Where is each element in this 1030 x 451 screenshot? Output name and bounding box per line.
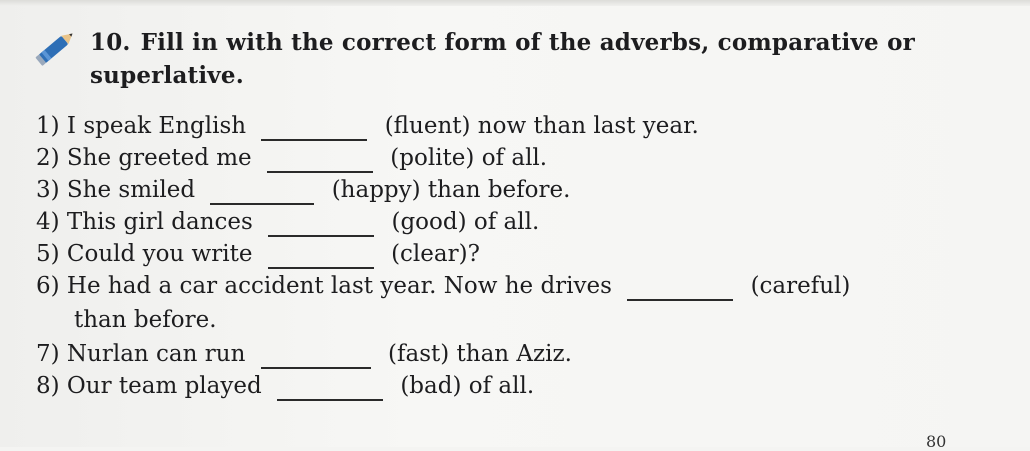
item-text: This girl dances — [66, 209, 253, 235]
item-text: He had a car accident last year. Now he drives — [66, 273, 612, 299]
item-number: 7) — [36, 341, 60, 367]
item-text: Could you write — [66, 241, 253, 267]
item-number: 8) — [36, 373, 60, 399]
item-hint: (bad) of all. — [400, 373, 535, 399]
item-hint: (good) of all. — [391, 209, 540, 235]
exercise-item — [36, 271, 850, 301]
item-continuation: than before. — [74, 307, 217, 333]
exercise-number: 10. — [90, 29, 131, 56]
answer-blank[interactable] — [210, 203, 314, 205]
item-hint: (fluent) now than last year. — [384, 113, 699, 139]
answer-blank[interactable] — [261, 139, 367, 141]
exercise-item — [36, 207, 539, 237]
exercise-item — [36, 339, 572, 369]
item-text: I speak English — [66, 113, 247, 139]
item-number: 4) — [36, 209, 60, 235]
item-hint: (polite) of all. — [390, 145, 548, 171]
answer-blank[interactable] — [627, 299, 733, 301]
exercise-item — [36, 111, 699, 141]
item-number: 3) — [36, 177, 60, 203]
item-number: 1) — [36, 113, 60, 139]
instruction-line-2: superlative. — [90, 62, 244, 89]
item-hint: (happy) than before. — [331, 177, 571, 203]
item-number: 5) — [36, 241, 60, 267]
exercise-item — [36, 239, 480, 269]
item-hint: (careful) — [750, 273, 851, 299]
item-text: She smiled — [66, 177, 196, 203]
item-number: 6) — [36, 273, 60, 299]
answer-blank[interactable] — [268, 235, 374, 237]
answer-blank[interactable] — [267, 171, 373, 173]
answer-blank[interactable] — [261, 367, 371, 369]
page-number: 80 — [926, 432, 947, 451]
item-hint: (fast) than Aziz. — [388, 341, 572, 367]
item-hint: (clear)? — [391, 241, 480, 267]
item-number: 2) — [36, 145, 60, 171]
page-edge — [0, 0, 1030, 6]
answer-blank[interactable] — [277, 399, 383, 401]
item-text: Nurlan can run — [66, 341, 246, 367]
exercise-item — [36, 143, 547, 173]
item-text: She greeted me — [66, 145, 252, 171]
pencil-icon — [32, 24, 80, 72]
answer-blank[interactable] — [268, 267, 374, 269]
exercise-item — [36, 175, 570, 205]
instruction-line-1: Fill in with the correct form of the adverbs, comparative or — [140, 29, 915, 56]
item-text: Our team played — [66, 373, 262, 399]
exercise-heading — [90, 26, 990, 92]
exercise-item — [36, 371, 534, 401]
